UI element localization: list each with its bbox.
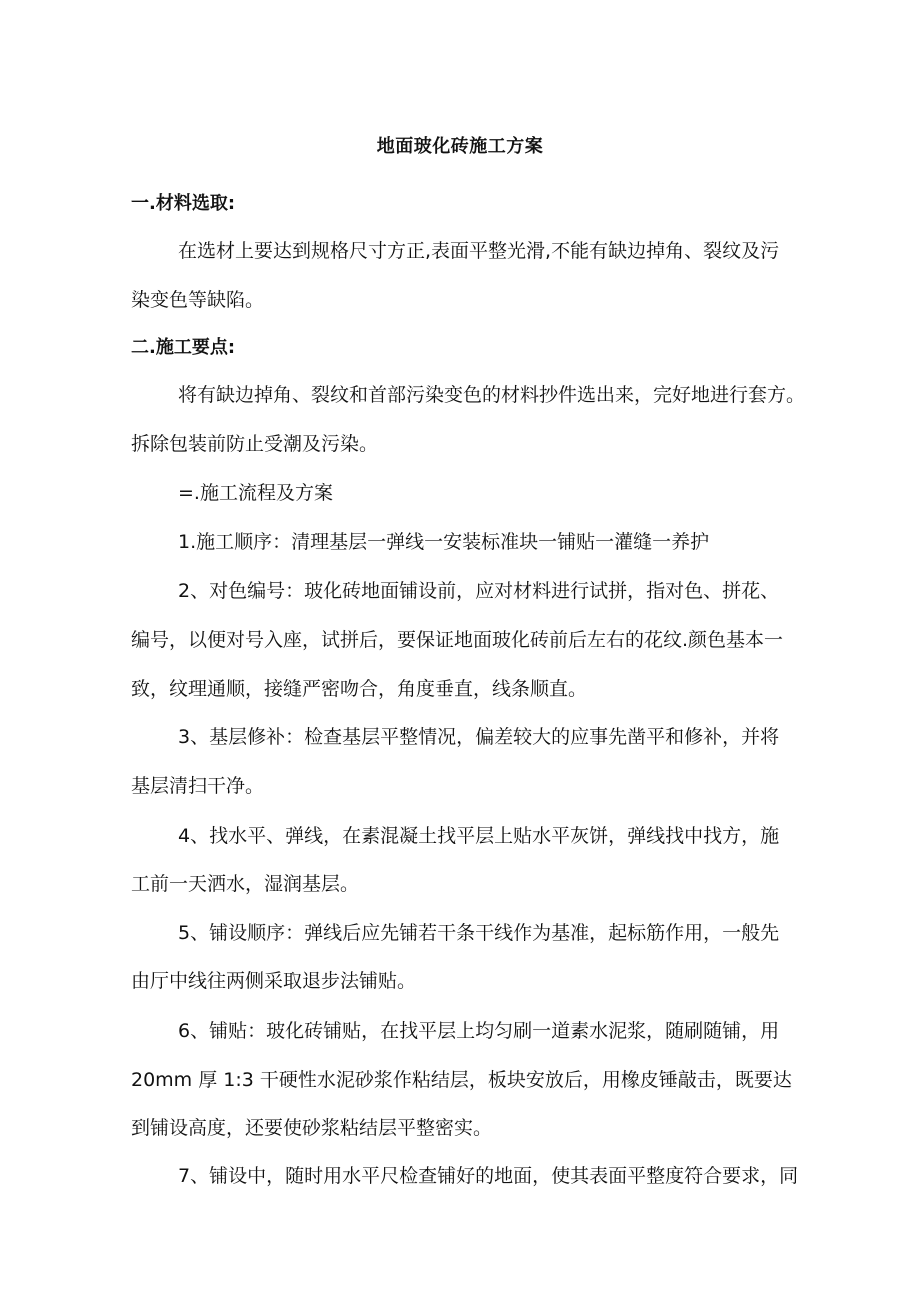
paragraph-line: 7、铺设中，随时用水平尺检查铺好的地面，使其表面平整度符合要求，同	[178, 1165, 799, 1187]
paragraph-line: 在选材上要达到规格尺寸方正,表面平整光滑,不能有缺边掉角、裂纹及污	[178, 240, 780, 262]
paragraph-line: 6、铺贴：玻化砖铺贴，在找平层上均匀刷一道素水泥浆，随刷随铺，用	[178, 1020, 780, 1042]
paragraph-line: 拆除包装前防止受潮及污染。	[131, 433, 379, 455]
paragraph-line: 5、铺设顺序：弹线后应先铺若干条干线作为基准，起标筋作用，一般先	[178, 922, 780, 944]
paragraph-line: 1.施工顺序：清理基层一弹线一安装标准块一铺贴一灌缝一养护	[178, 531, 710, 553]
paragraph-line: 3、基层修补：检查基层平整情况，偏差较大的应事先凿平和修补，并将	[178, 726, 780, 748]
section-heading-materials: 一.材料选取:	[131, 193, 236, 214]
paragraph-line: 基层清扫干净。	[131, 775, 265, 797]
paragraph-line: 到铺设高度，还要使砂浆粘结层平整密实。	[131, 1117, 493, 1139]
paragraph-line: 工前一天洒水，湿润基层。	[131, 873, 360, 895]
paragraph-line: 由厅中线往两侧采取退步法铺贴。	[131, 970, 417, 992]
section-heading-process: =.施工流程及方案	[178, 482, 333, 504]
paragraph-line: 致，纹理通顺，接缝严密吻合，角度垂直，线条顺直。	[131, 678, 588, 700]
paragraph-line: 2、对色编号：玻化砖地面铺设前，应对材料进行试拼，指对色、拼花、	[178, 580, 780, 602]
paragraph-line: 4、找水平、弹线，在素混凝土找平层上贴水平灰饼，弹线找中找方，施	[178, 825, 780, 847]
section-heading-key-points: 二.施工要点:	[131, 337, 236, 358]
document-title: 地面玻化砖施工方案	[376, 136, 544, 157]
paragraph-line: 编号，以便对号入座，试拼后，要保证地面玻化砖前后左右的花纹.颜色基本一	[131, 629, 784, 651]
paragraph-line: 20mm 厚 1:3 干硬性水泥砂浆作粘结层，板块安放后，用橡皮锤敲击，既要达	[131, 1069, 792, 1091]
paragraph-line: 将有缺边掉角、裂纹和首部污染变色的材料抄件选出来，完好地进行套方。	[178, 384, 806, 406]
paragraph-line: 染变色等缺陷。	[131, 289, 265, 311]
